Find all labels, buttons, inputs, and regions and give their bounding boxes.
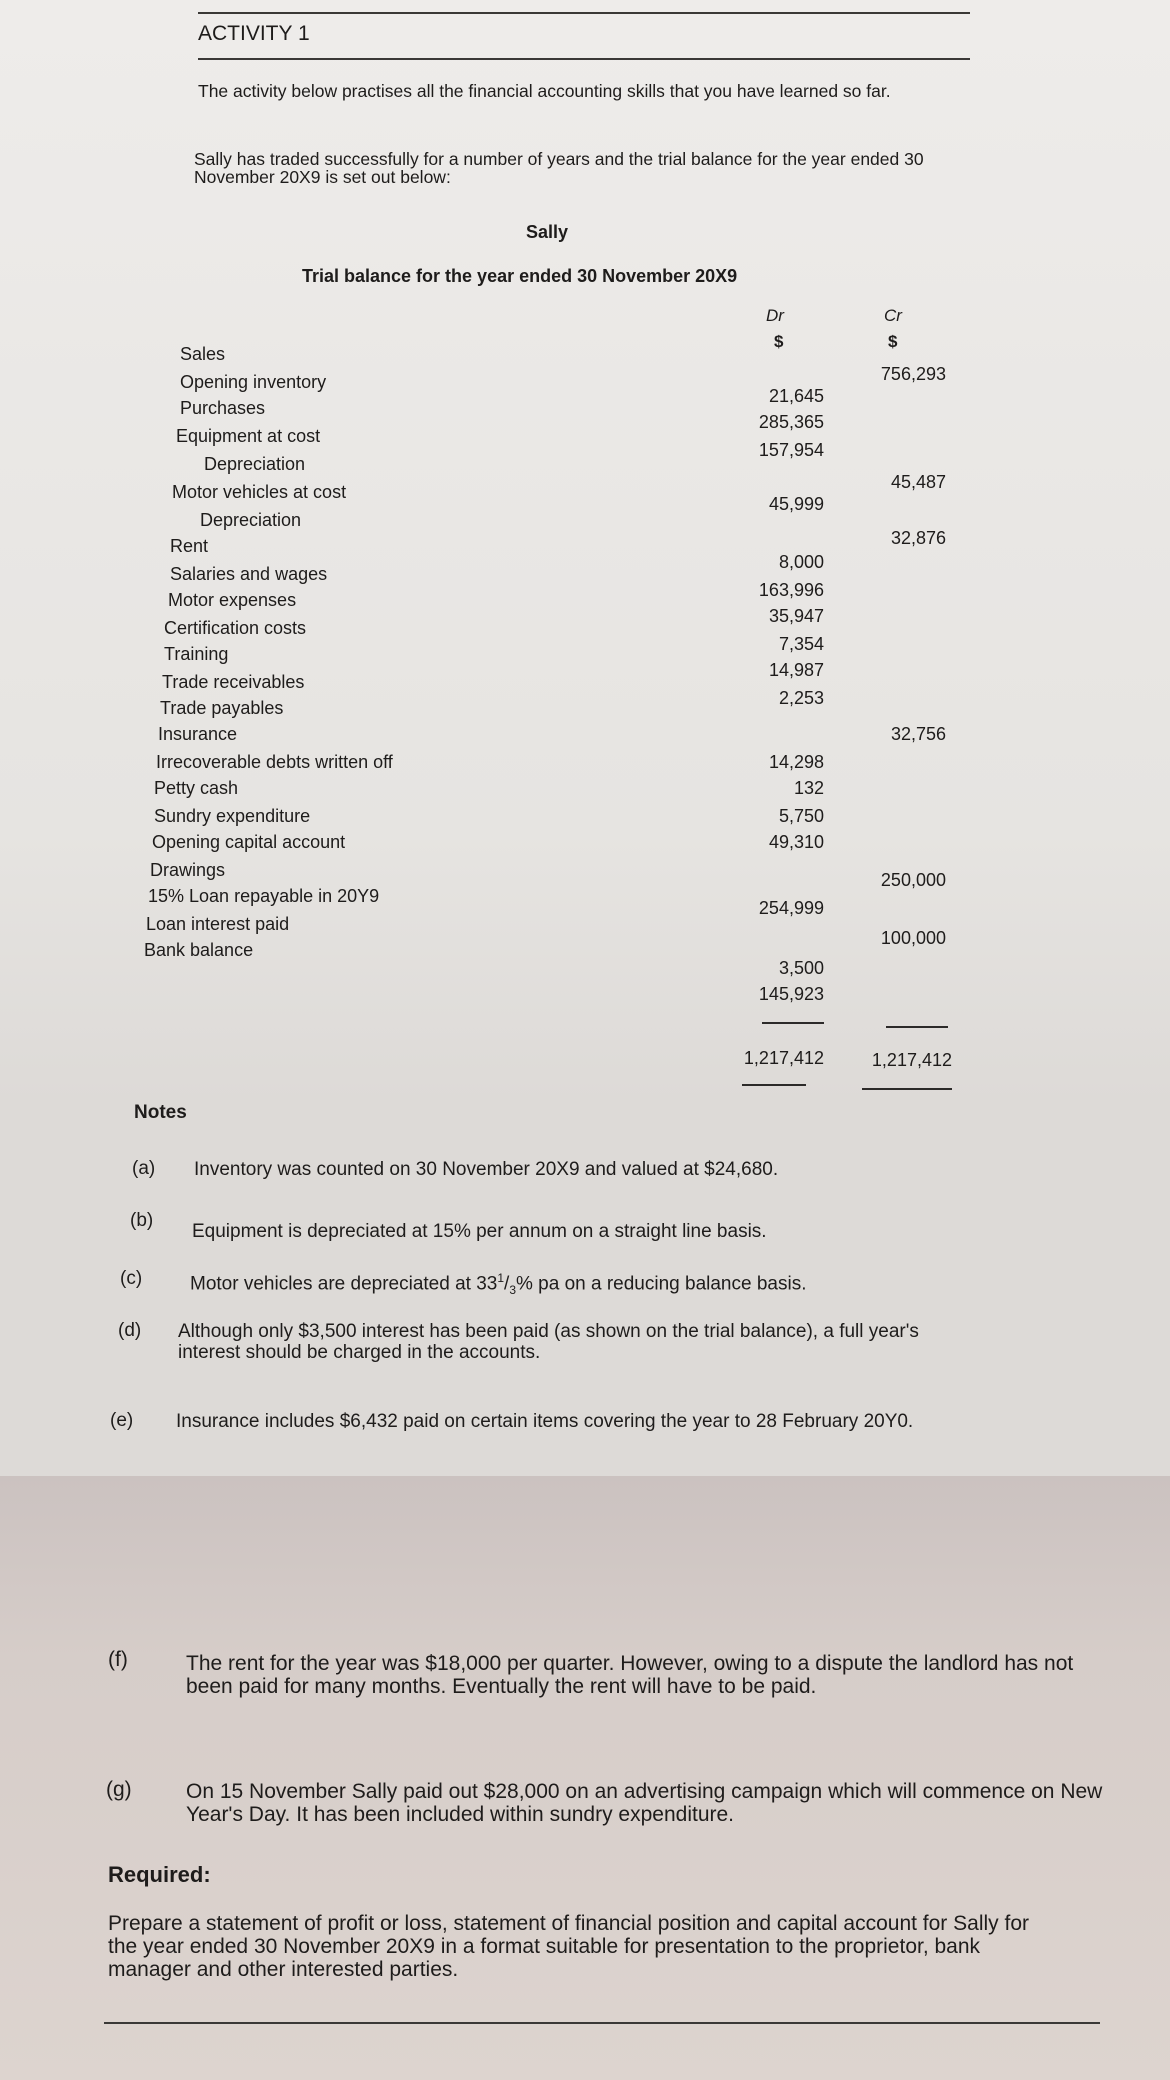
top-rule [198,12,970,14]
dr-total-bottom-rule [742,1084,806,1086]
bottom-rule [104,2022,1100,2024]
tb-row-dr-value: 14,987 [768,660,824,680]
tb-row-dr-value: 7,354 [778,634,824,654]
note-a-label: (a) [132,1158,156,1179]
note-b-label: (b) [130,1210,154,1231]
tb-row-label: Depreciation [200,510,302,530]
tb-row-label: Bank balance [144,940,254,960]
scenario-paragraph: Sally has traded successfully for a number of years and the trial balance for the year ended 30 November 20X9 is set out below: [194,149,924,188]
cr-total-bottom-rule [862,1088,952,1090]
dr-currency: $ [774,332,784,351]
tb-row-dr-value: 285,365 [758,412,824,432]
tb-row-label: Trade receivables [162,672,305,692]
tb-row-label: 15% Loan repayable in 20Y9 [148,886,380,906]
tb-row-label: Drawings [150,860,226,880]
note-c-label: (c) [120,1268,143,1289]
tb-row-label: Sales [180,344,226,364]
tb-row-label: Motor vehicles at cost [172,482,347,502]
title-rule [198,58,970,60]
tb-row-label: Salaries and wages [170,564,328,584]
tb-row-label: Training [164,644,229,664]
tb-row-dr-value: 49,310 [768,832,824,852]
tb-row-dr-value: 5,750 [778,806,824,826]
cr-total-top-rule [886,1026,948,1028]
tb-row-dr-value: 45,999 [768,494,824,514]
tb-row-label: Depreciation [204,454,306,474]
cr-currency: $ [888,332,898,351]
tb-row-dr-value: 35,947 [768,606,824,626]
tb-row-label: Equipment at cost [176,426,321,446]
tb-row-label: Rent [170,536,209,556]
tb-row-dr-value: 145,923 [758,984,824,1004]
tb-row-dr-value: 2,253 [778,688,824,708]
tb-row-label: Petty cash [154,778,239,798]
tb-row-cr-value: 32,876 [890,528,946,548]
tb-row-label: Motor expenses [168,590,297,610]
note-c-text: Motor vehicles are depreciated at $33^1/_3\%$ pa on a reducing balance basis. [190,1271,807,1298]
tb-row-cr-value: 100,000 [880,928,946,948]
tb-row-cr-value: 250,000 [880,870,946,890]
tb-row-dr-value: 132 [793,778,824,798]
required-text: Prepare a statement of profit or loss, statement of financial position and capital account for Sally for the year ended 30 November 20X9 in a format suitable for presentation to the proprietor, bank manager and other interested parties. [108,1912,1029,1982]
note-f-text: The rent for the year was $18,000 per quarter. However, owing to a dispute the landlord has not been paid for many months. Eventually the rent will have to be paid. [186,1652,1074,1699]
tb-row-label: Irrecoverable debts written off [156,752,393,772]
tb-row-dr-value: 254,999 [758,898,824,918]
tb-row-dr-value: 21,645 [768,386,824,406]
note-g-text: On 15 November Sally paid out $28,000 on an advertising campaign which will commence on New Year's Day. It has been included within sundry expenditure. [186,1780,1103,1827]
note-a-text: Inventory was counted on 30 November 20X9 and valued at $24,680. [194,1159,779,1180]
note-e-text: Insurance includes $6,432 paid on certain items covering the year to 28 February 20Y0. [176,1411,914,1432]
tb-row-label: Loan interest paid [146,914,290,934]
tb-row-label: Insurance [158,724,238,744]
notes-heading: Notes [134,1102,187,1123]
tb-row-cr-value: 756,293 [880,364,946,384]
note-g-label: (g) [106,1778,132,1801]
tb-row-label: Certification costs [164,618,307,638]
tb-row-cr-value: 32,756 [890,724,946,744]
note-d-text: Although only $3,500 interest has been paid (as shown on the trial balance), a full year's interest should be charged in the accounts. [178,1321,919,1363]
tb-row-dr-value: 14,298 [768,752,824,772]
tb-row-dr-value: 3,500 [778,958,824,978]
tb-row-dr-value: 163,996 [758,580,824,600]
cr-total: 1,217,412 [871,1050,952,1070]
dr-total: 1,217,412 [743,1048,824,1068]
note-e-label: (e) [110,1410,134,1431]
tb-row-label: Sundry expenditure [154,806,311,826]
note-b-text: Equipment is depreciated at 15% per annum on a straight line basis. [192,1221,767,1242]
tb-row-label: Opening inventory [180,372,327,392]
page-lower-section [0,1476,1170,2080]
tb-row-dr-value: 157,954 [758,440,824,460]
tb-row-label: Purchases [180,398,266,418]
dr-total-top-rule [762,1022,824,1024]
note-f-label: (f) [108,1648,128,1671]
dr-header: Dr [766,306,784,325]
note-d-label: (d) [118,1320,142,1341]
tb-row-label: Opening capital account [152,832,346,852]
required-heading: Required: [108,1862,211,1887]
activity-title: ACTIVITY 1 [198,22,310,45]
company-name: Sally [526,222,569,242]
tb-title: Trial balance for the year ended 30 November 20X9 [302,266,738,286]
tb-row-dr-value: 8,000 [778,552,824,572]
tb-row-label: Trade payables [160,698,284,718]
intro-paragraph: The activity below practises all the financial accounting skills that you have learned so far. [198,81,891,101]
cr-header: Cr [884,306,902,325]
tb-row-cr-value: 45,487 [890,472,946,492]
